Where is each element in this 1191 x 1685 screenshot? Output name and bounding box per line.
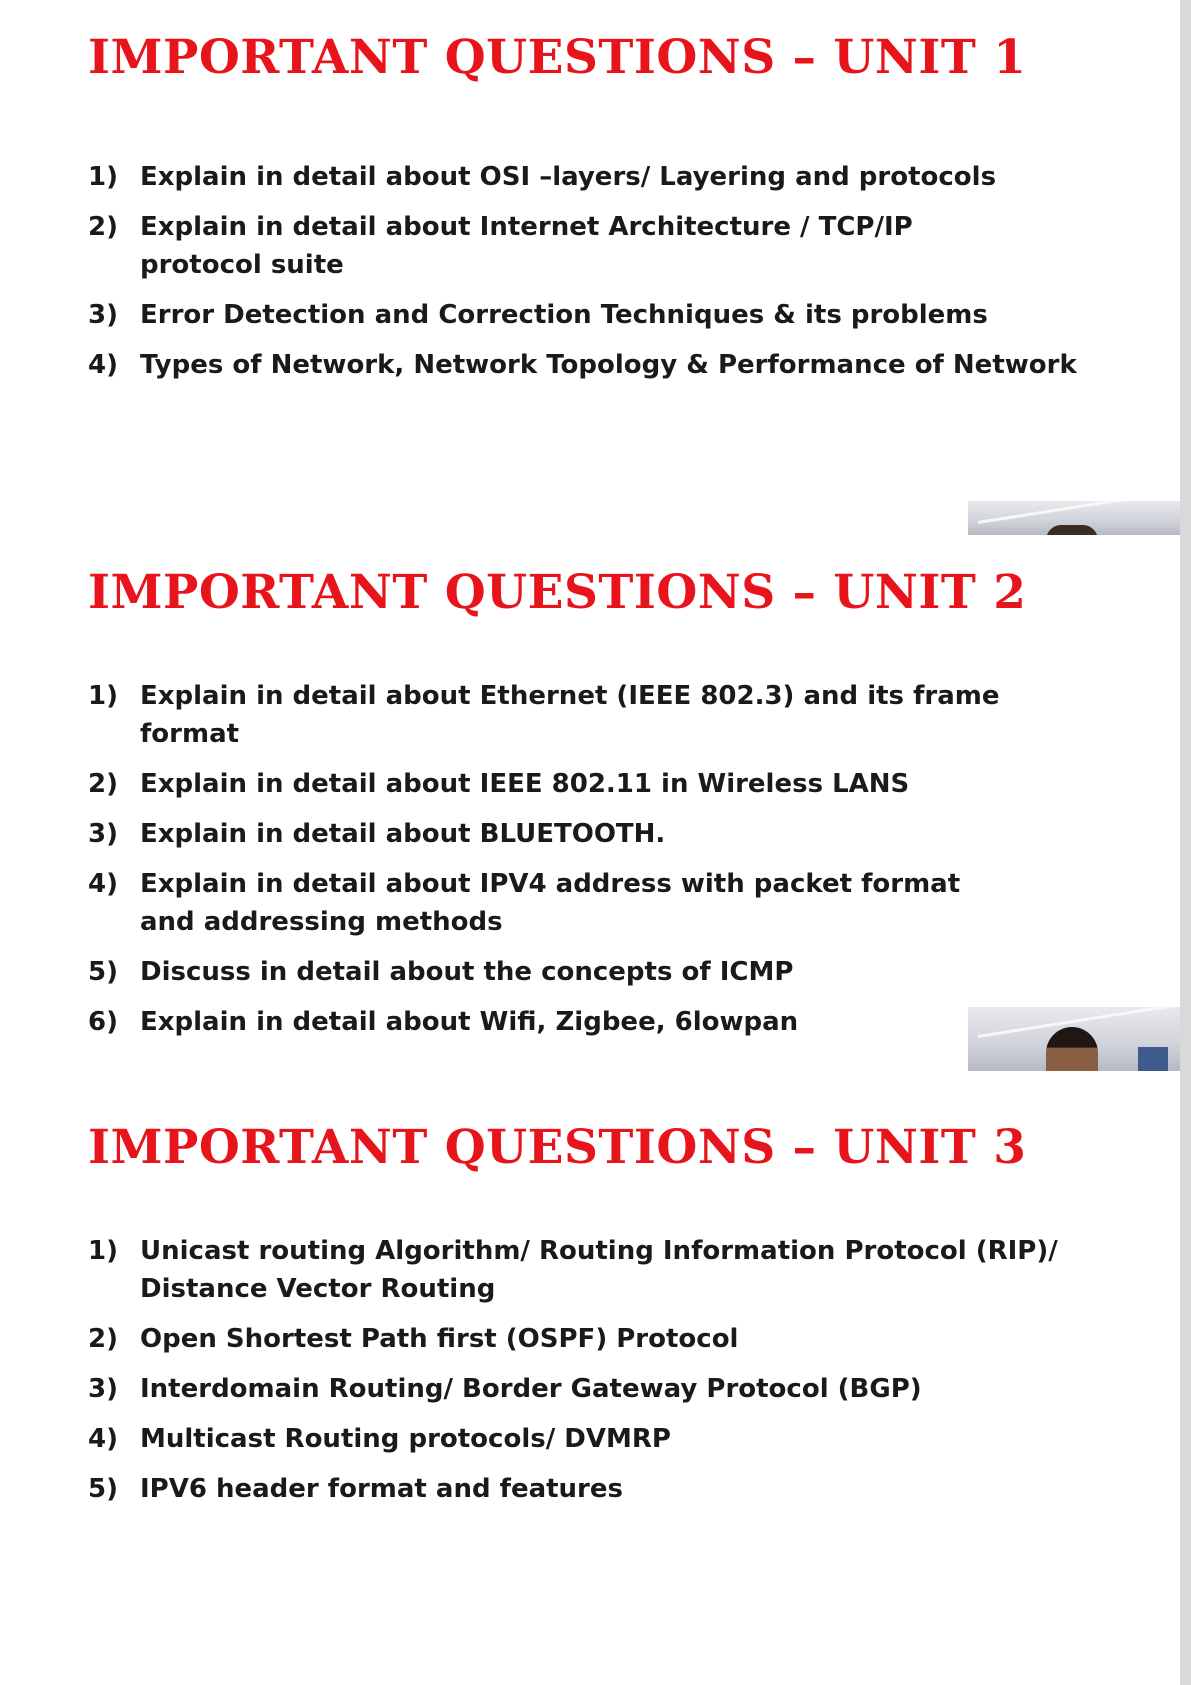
- question-list: [88, 1232, 1088, 1520]
- question-item: [88, 765, 1088, 803]
- question-text: Explain in detail about IPV4 address with packet format and addressing methods: [140, 869, 961, 937]
- question-number: 4): [88, 350, 118, 380]
- question-list: [88, 158, 1088, 396]
- question-item: [88, 346, 1088, 384]
- question-text: Types of Network, Network Topology & Performance of Network: [140, 350, 1077, 380]
- webcam-person: [1046, 525, 1098, 535]
- question-list: [88, 677, 1088, 1053]
- question-number: 1): [88, 162, 118, 192]
- question-item: [88, 208, 1088, 284]
- question-item: [88, 953, 1088, 991]
- question-text: Discuss in detail about the concepts of ICMP: [140, 957, 794, 987]
- slide-unit-3: [0, 1072, 1180, 1685]
- question-item: [88, 1470, 1088, 1508]
- question-number: 3): [88, 300, 118, 330]
- window-edge: [1180, 0, 1191, 1685]
- question-number: 4): [88, 869, 118, 899]
- question-text: Multicast Routing protocols/ DVMRP: [140, 1424, 671, 1454]
- question-text: Unicast routing Algorithm/ Routing Information Protocol (RIP)/ Distance Vector Routing: [140, 1236, 1058, 1304]
- question-item: [88, 815, 1088, 853]
- webcam-thumbnail: [968, 1007, 1180, 1071]
- question-text: Explain in detail about Internet Architecture / TCP/IP protocol suite: [140, 212, 913, 280]
- question-text: Explain in detail about Wifi, Zigbee, 6lowpan: [140, 1007, 799, 1037]
- question-text: Explain in detail about IEEE 802.11 in Wireless LANS: [140, 769, 910, 799]
- question-number: 2): [88, 769, 118, 799]
- question-number: 2): [88, 1324, 118, 1354]
- slide-unit-1: [0, 0, 1180, 533]
- question-item: [88, 1003, 1088, 1041]
- slide-unit-2: [0, 535, 1180, 1070]
- question-text: Explain in detail about Ethernet (IEEE 802.3) and its frame format: [140, 681, 1000, 749]
- question-number: 1): [88, 681, 118, 711]
- question-text: Error Detection and Correction Techniques & its problems: [140, 300, 988, 330]
- question-number: 6): [88, 1007, 118, 1037]
- webcam-background-object: [1138, 1047, 1168, 1071]
- question-number: 3): [88, 1374, 118, 1404]
- question-item: [88, 158, 1088, 196]
- question-item: [88, 1370, 1088, 1408]
- question-number: 2): [88, 212, 118, 242]
- question-item: [88, 296, 1088, 334]
- question-text: Explain in detail about BLUETOOTH.: [140, 819, 666, 849]
- question-item: [88, 677, 1088, 753]
- question-number: 3): [88, 819, 118, 849]
- question-item: [88, 1320, 1088, 1358]
- question-text: IPV6 header format and features: [140, 1474, 623, 1504]
- slide-title: IMPORTANT QUESTIONS – UNIT 2: [88, 565, 1027, 620]
- question-number: 1): [88, 1236, 118, 1266]
- webcam-thumbnail: [968, 501, 1180, 535]
- question-item: [88, 865, 1088, 941]
- question-item: [88, 1420, 1088, 1458]
- slide-title: IMPORTANT QUESTIONS – UNIT 1: [88, 30, 1027, 85]
- webcam-person: [1046, 1027, 1098, 1071]
- question-text: Explain in detail about OSI –layers/ Layering and protocols: [140, 162, 997, 192]
- question-text: Open Shortest Path first (OSPF) Protocol: [140, 1324, 739, 1354]
- question-item: [88, 1232, 1088, 1308]
- question-number: 4): [88, 1424, 118, 1454]
- slide-title: IMPORTANT QUESTIONS – UNIT 3: [88, 1120, 1027, 1175]
- webcam-ceiling-line: [978, 501, 1176, 524]
- question-number: 5): [88, 1474, 118, 1504]
- question-text: Interdomain Routing/ Border Gateway Protocol (BGP): [140, 1374, 922, 1404]
- question-number: 5): [88, 957, 118, 987]
